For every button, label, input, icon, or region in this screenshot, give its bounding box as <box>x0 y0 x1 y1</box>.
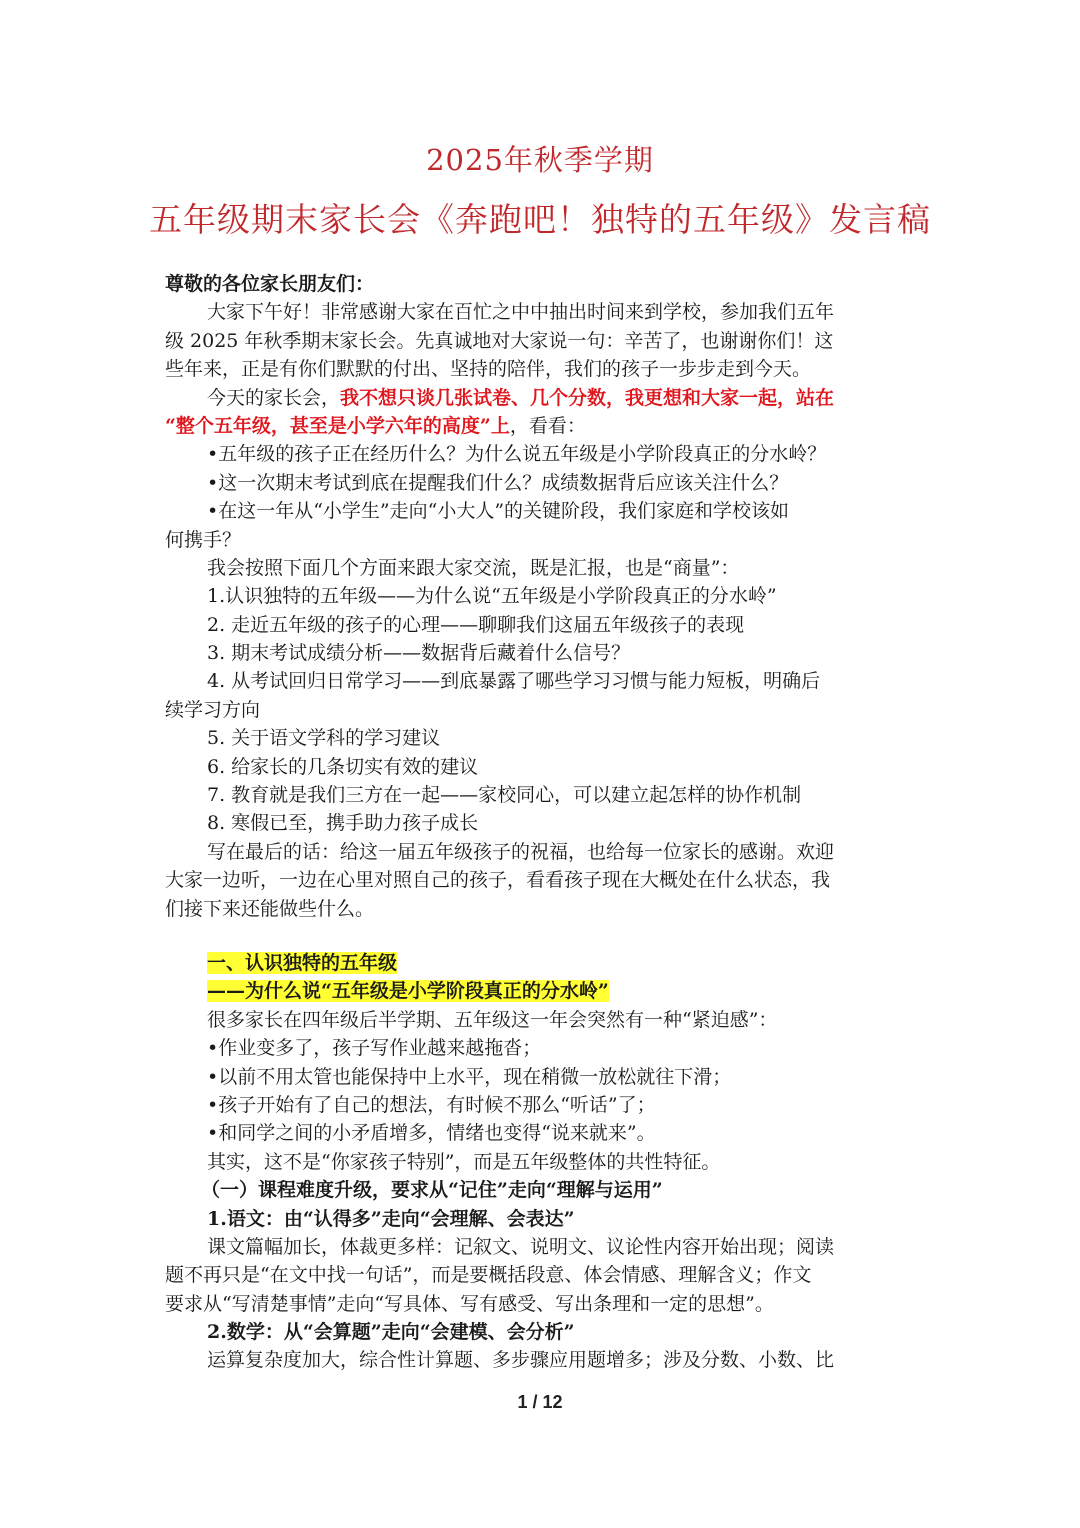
section-subheading <box>165 977 917 1005</box>
today-line <box>165 384 917 412</box>
question-bullet: •在这一年从“小学生”走向“小大人”的关键阶段，我们家庭和学校该如 <box>207 500 790 523</box>
closing-line: 大家一边听，一边在心里对照自己的孩子，看看孩子现在大概处在什么状态，我 <box>165 869 831 892</box>
plan-item: 2. 走近五年级的孩子的心理——聊聊我们这届五年级孩子的表现 <box>207 613 745 636</box>
greeting: 尊敬的各位家长朋友们： <box>165 273 375 295</box>
plan-item-continued: 续学习方向 <box>165 698 261 721</box>
document-title-speech: 五年级期末家长会《奔跑吧！独特的五年级》发言稿 <box>149 200 931 239</box>
chinese-subject-text: 题不再只是“在文中找一句话”，而是要概括段意、体会情感、理解含义；作文 <box>165 1264 812 1287</box>
plan-item: 6. 给家长的几条切实有效的建议 <box>207 755 479 778</box>
question-bullet-continued: 何携手？ <box>165 528 242 551</box>
symptom-bullet: •和同学之间的小矛盾增多，情绪也变得“说来就来”。 <box>207 1122 656 1145</box>
emphasis-text: “整个五年级，甚至是小学六年的高度”上 <box>165 414 510 437</box>
symptom-bullet: •以前不用太管也能保持中上水平，现在稍微一放松就往下滑； <box>207 1065 732 1088</box>
plan-item: 3. 期末考试成绩分析——数据背后藏着什么信号？ <box>207 642 631 665</box>
symptom-bullet: •孩子开始有了自己的想法，有时候不那么“听话”了； <box>207 1093 656 1116</box>
question-bullet: •五年级的孩子正在经历什么？为什么说五年级是小学阶段真正的分水岭？ <box>207 443 827 466</box>
plan-item: 1.认识独特的五年级——为什么说“五年级是小学阶段真正的分水岭” <box>207 585 777 608</box>
intro-line: 大家下午好！非常感谢大家在百忙之中中抽出时间来到学校，参加我们五年 <box>207 301 835 324</box>
section-heading <box>165 949 917 977</box>
today-prefix: 今天的家长会， <box>207 386 341 409</box>
chinese-subject-text: 课文篇幅加长，体裁更多样：记叙文、说明文、议论性内容开始出现；阅读 <box>207 1235 835 1258</box>
section-intro: 很多家长在四年级后半学期、五年级这一年会突然有一种“紧迫感”： <box>207 1008 778 1031</box>
intro-line: 些年来，正是有你们默默的付出、坚持的陪伴，我们的孩子一步步走到今天。 <box>165 358 812 381</box>
emphasis-text: 我不想只谈几张试卷、几个分数，我更想和大家一起，站在 <box>340 386 835 409</box>
closing-line: 写在最后的话：给这一届五年级孩子的祝福，也给每一位家长的感谢。欢迎 <box>207 840 835 863</box>
page-number: 1 / 12 <box>517 1392 563 1412</box>
symptom-bullet: •作业变多了，孩子写作业越来越拖沓； <box>207 1037 542 1060</box>
subsection-heading: （一）课程难度升级，要求从“记住”走向“理解与运用” <box>201 1179 663 1202</box>
document-body <box>165 270 917 1375</box>
document-title-semester: 2025年秋季学期 <box>426 143 654 177</box>
closing-line: 们接下来还能做些什么。 <box>165 897 375 920</box>
section-heading-text: 一、认识独特的五年级 <box>207 951 398 974</box>
section-conclusion: 其实，这不是“你家孩子特别”，而是五年级整体的共性特征。 <box>207 1150 721 1173</box>
today-line <box>165 412 917 440</box>
plan-item: 5. 关于语文学科的学习建议 <box>207 727 441 750</box>
section-subheading-text: ——为什么说“五年级是小学阶段真正的分水岭” <box>207 980 609 1003</box>
math-subject-heading: 2.数学：从“会算题”走向“会建模、会分析” <box>207 1321 575 1344</box>
section-spacer <box>165 923 917 949</box>
chinese-subject-heading: 1.语文：由“认得多”走向“会理解、会表达” <box>207 1207 575 1230</box>
plan-item: 8. 寒假已至，携手助力孩子成长 <box>207 812 479 835</box>
plan-item: 7. 教育就是我们三方在一起——家校同心，可以建立起怎样的协作机制 <box>207 784 802 807</box>
intro-line: 级 2025 年秋季期末家长会。先真诚地对大家说一句：辛苦了，也谢谢你们！这 <box>165 329 834 352</box>
today-suffix: ，看看： <box>509 414 586 437</box>
chinese-subject-text: 要求从“写清楚事情”走向“写具体、写有感受、写出条理和一定的思想”。 <box>165 1292 774 1315</box>
plan-intro: 我会按照下面几个方面来跟大家交流，既是汇报，也是“商量”： <box>207 556 740 579</box>
question-bullet: •这一次期末考试到底在提醒我们什么？成绩数据背后应该关注什么？ <box>207 471 789 494</box>
plan-item: 4. 从考试回归日常学习——到底暴露了哪些学习习惯与能力短板，明确后 <box>207 670 821 693</box>
math-subject-text: 运算复杂度加大，综合性计算题、多步骤应用题增多；涉及分数、小数、比 <box>207 1349 835 1372</box>
